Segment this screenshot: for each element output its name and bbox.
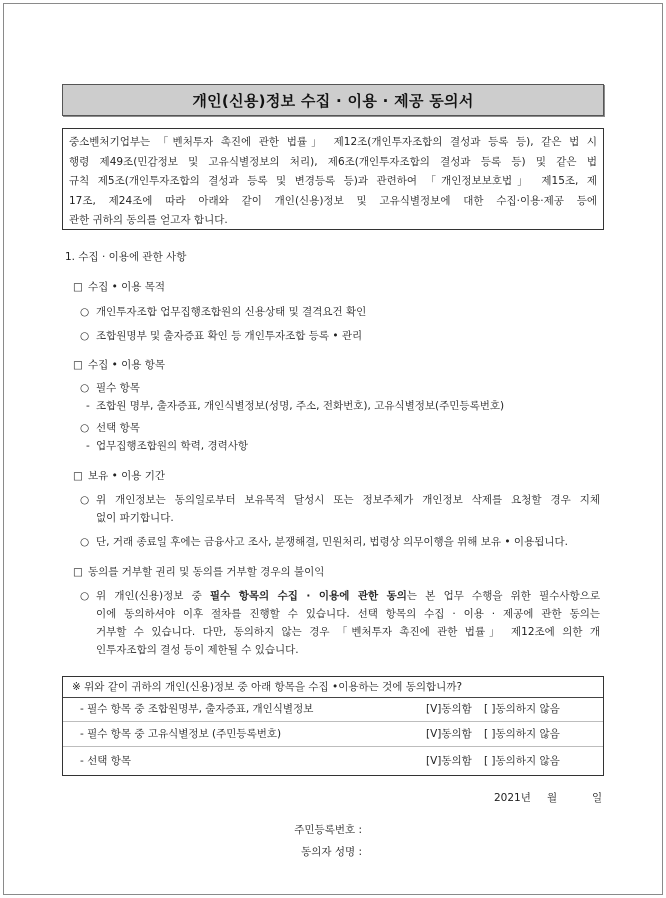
retention-heading <box>73 469 165 483</box>
consent-question: ※ 위와 같이 귀하의 개인(신용)정보 중 아래 항목을 수집 •이용하는 것에 동의합니까? <box>63 677 603 698</box>
retention-heading-text: 보유 • 이용 기간 <box>88 470 166 482</box>
date-year: 2021년 <box>494 792 531 804</box>
disagree-mark: [ ]동의하지 않음 <box>484 755 560 767</box>
purpose-item <box>80 305 366 319</box>
retention-item <box>80 491 600 527</box>
circle-bullet-icon: ○ <box>80 494 90 506</box>
purpose-item-text: 개인투자조합 업무집행조합원의 신용상태 및 결격요건 확인 <box>96 306 367 318</box>
refusal-item-line: 거부할 수 있습니다. 다만, 동의하지 않는 경우 「벤처투자 촉진에 관한 법률」 제12조에 의한 개 <box>96 626 600 638</box>
required-items-label <box>80 381 140 395</box>
agree-mark: [V]동의함 <box>426 703 472 715</box>
consent-row-label: - 선택 항목 <box>80 755 132 767</box>
disagree-mark: [ ]동의하지 않음 <box>484 728 560 740</box>
purpose-item-text: 조합원명부 및 출자증표 확인 등 개인투자조합 등록 • 관리 <box>96 330 363 342</box>
refusal-item-line: 이에 동의하셔야 이후 절차를 진행할 수 있습니다. 선택 항목의 수집 · 이용 · 제공에 관한 동의는 <box>96 608 600 620</box>
purpose-heading-text: 수집 • 이용 목적 <box>88 281 166 293</box>
document-title-box <box>62 84 604 116</box>
required-items-label-text: 필수 항목 <box>96 382 140 394</box>
square-bullet-icon: □ <box>73 566 83 578</box>
intro-line: 17조, 제24조에 따라 아래와 같이 개인(신용)정보 및 고유식별정보에 대한 수집·이용·제공 등에 <box>69 194 597 207</box>
section-title: 1. 수집 · 이용에 관한 사항 <box>65 251 187 263</box>
refusal-line-end: 는 본 업무 수행을 위한 필수사항으로 <box>406 590 600 602</box>
purpose-item <box>80 329 362 343</box>
consent-row-label: - 필수 항목 중 조합원명부, 출자증표, 개인식별정보 <box>80 703 314 715</box>
resident-number-label: 주민등록번호 : <box>294 824 362 836</box>
intro-line: 중소벤처기업부는 「벤처투자 촉진에 관한 법률」 제12조(개인투자조합의 결성과 등록 등), 같은 법 시 <box>69 136 597 148</box>
circle-bullet-icon: ○ <box>80 330 90 342</box>
circle-bullet-icon: ○ <box>80 306 90 318</box>
retention-item-line: 위 개인정보는 동의일로부터 보유목적 달성시 또는 정보주체가 개인정보 삭제를 요청할 경우 지체 <box>96 494 600 506</box>
optional-items-label-text: 선택 항목 <box>96 422 140 434</box>
agree-mark: [V]동의함 <box>426 728 472 740</box>
dash-bullet: - <box>86 400 90 412</box>
circle-bullet-icon: ○ <box>80 422 90 434</box>
required-items-detail <box>86 399 504 413</box>
consent-box <box>62 676 604 776</box>
document-title: 개인(신용)정보 수집 · 이용 · 제공 동의서 <box>192 91 474 110</box>
refusal-heading-text: 동의를 거부할 권리 및 동의를 거부할 경우의 불이익 <box>88 566 325 578</box>
refusal-line-start: 위 개인(신용)정보 중 <box>96 590 210 602</box>
refusal-item <box>80 587 600 659</box>
circle-bullet-icon: ○ <box>80 536 90 548</box>
purpose-heading <box>73 280 165 294</box>
intro-line: 규칙 제5조(개인투자조합의 결성과 등록 및 변경등록 등)과 관련하여 「개인정보보호법」 제15조, 제 <box>69 175 597 187</box>
optional-items-detail-text: 업무집행조합원의 학력, 경력사항 <box>96 440 249 452</box>
refusal-item-line <box>96 587 600 605</box>
refusal-item-line: 인투자조합의 결성 등이 제한될 수 있습니다. <box>96 644 299 656</box>
retention-item-line: 단, 거래 종료일 후에는 금융사고 조사, 분쟁해결, 민원처리, 법령상 의무이행을 위해 보유 • 이용됩니다. <box>96 536 568 548</box>
square-bullet-icon: □ <box>73 281 83 293</box>
retention-item <box>80 533 600 551</box>
consent-row <box>63 747 603 775</box>
square-bullet-icon: □ <box>73 359 83 371</box>
signer-name-label: 동의자 성명 : <box>301 846 362 858</box>
circle-bullet-icon: ○ <box>80 382 90 394</box>
consent-row-label: - 필수 항목 중 고유식별정보 (주민등록번호) <box>80 728 282 740</box>
dash-bullet: - <box>86 440 90 452</box>
consent-row <box>63 722 603 747</box>
required-items-detail-text: 조합원 명부, 출자증표, 개인식별정보(성명, 주소, 전화번호), 고유식별정보(주민등록번호) <box>96 400 505 412</box>
optional-items-label <box>80 421 140 435</box>
intro-line: 행령 제49조(민감정보 및 고유식별정보의 처리), 제6조(개인투자조합의 결성과 등록 등) 및 같은 법 <box>69 155 597 168</box>
retention-item-line: 없이 파기합니다. <box>96 512 174 524</box>
collected-items-heading <box>73 358 165 372</box>
intro-box <box>62 128 604 230</box>
intro-line: 관한 귀하의 동의를 얻고자 합니다. <box>69 214 228 226</box>
optional-items-detail <box>86 439 248 453</box>
date-day: 일 <box>592 792 603 804</box>
refusal-heading <box>73 565 324 579</box>
consent-row <box>63 698 603 722</box>
disagree-mark: [ ]동의하지 않음 <box>484 703 560 715</box>
refusal-required-consent-emphasis: 필수 항목의 수집 · 이용에 관한 동의 <box>209 590 407 602</box>
square-bullet-icon: □ <box>73 470 83 482</box>
date-month: 월 <box>547 792 558 804</box>
collected-items-heading-text: 수집 • 이용 항목 <box>88 359 166 371</box>
circle-bullet-icon: ○ <box>80 590 90 602</box>
agree-mark: [V]동의함 <box>426 755 472 767</box>
